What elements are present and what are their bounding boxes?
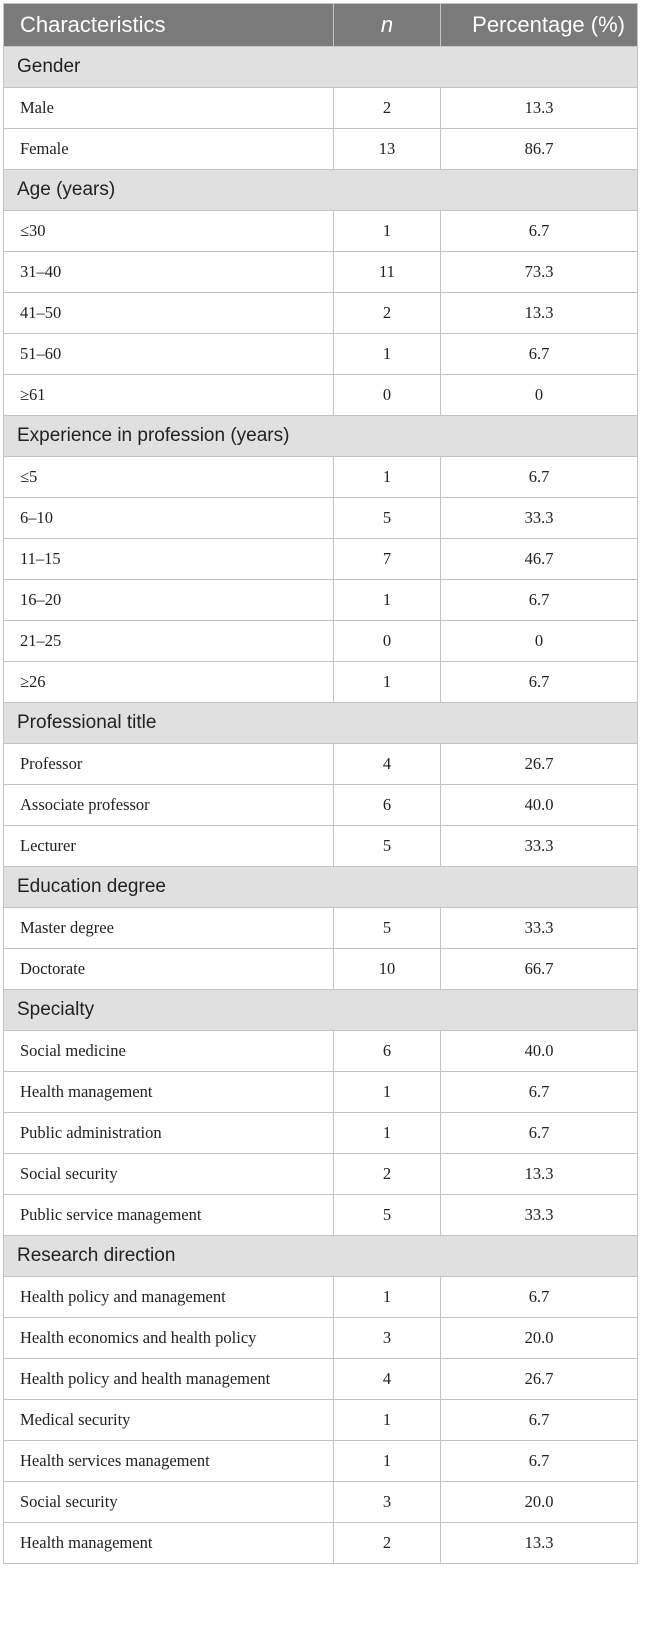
row-count: 4 — [334, 744, 441, 785]
table-row — [4, 1195, 638, 1236]
table-row — [4, 457, 638, 498]
row-label: 6–10 — [4, 498, 334, 539]
row-count: 1 — [334, 334, 441, 375]
row-count: 2 — [334, 293, 441, 334]
row-count: 0 — [334, 375, 441, 416]
table-row — [4, 539, 638, 580]
table-row — [4, 1523, 638, 1564]
row-label: Health services management — [4, 1441, 334, 1482]
row-count: 1 — [334, 1277, 441, 1318]
row-percentage: 6.7 — [441, 457, 638, 498]
row-percentage: 26.7 — [441, 1359, 638, 1400]
row-percentage: 6.7 — [441, 1400, 638, 1441]
row-percentage: 6.7 — [441, 334, 638, 375]
row-percentage: 33.3 — [441, 908, 638, 949]
row-count: 1 — [334, 1441, 441, 1482]
table-row — [4, 375, 638, 416]
table-row — [4, 1277, 638, 1318]
table-row — [4, 88, 638, 129]
row-percentage: 66.7 — [441, 949, 638, 990]
row-label: Doctorate — [4, 949, 334, 990]
table-row — [4, 826, 638, 867]
table-body — [4, 47, 638, 1564]
row-count: 1 — [334, 1400, 441, 1441]
table-row — [4, 293, 638, 334]
table-row — [4, 949, 638, 990]
table-row — [4, 498, 638, 539]
row-percentage: 40.0 — [441, 785, 638, 826]
table-row — [4, 1400, 638, 1441]
row-count: 1 — [334, 1113, 441, 1154]
row-label: 11–15 — [4, 539, 334, 580]
row-percentage: 13.3 — [441, 293, 638, 334]
row-count: 7 — [334, 539, 441, 580]
row-percentage: 6.7 — [441, 580, 638, 621]
characteristics-table — [3, 3, 638, 1564]
row-label: 51–60 — [4, 334, 334, 375]
row-label: ≥61 — [4, 375, 334, 416]
row-percentage: 33.3 — [441, 826, 638, 867]
section-title: Education degree — [4, 867, 638, 908]
row-count: 6 — [334, 785, 441, 826]
row-count: 4 — [334, 1359, 441, 1400]
row-count: 5 — [334, 826, 441, 867]
row-count: 11 — [334, 252, 441, 293]
section-header-row — [4, 867, 638, 908]
row-label: Associate professor — [4, 785, 334, 826]
section-title: Specialty — [4, 990, 638, 1031]
row-count: 3 — [334, 1482, 441, 1523]
header-row — [4, 4, 638, 47]
table-row — [4, 1031, 638, 1072]
table-row — [4, 1482, 638, 1523]
row-count: 1 — [334, 1072, 441, 1113]
row-label: Master degree — [4, 908, 334, 949]
row-label: Medical security — [4, 1400, 334, 1441]
row-label: Health management — [4, 1072, 334, 1113]
row-count: 5 — [334, 498, 441, 539]
row-percentage: 33.3 — [441, 498, 638, 539]
row-percentage: 6.7 — [441, 1277, 638, 1318]
row-label: Lecturer — [4, 826, 334, 867]
table-row — [4, 908, 638, 949]
row-count: 13 — [334, 129, 441, 170]
row-count: 3 — [334, 1318, 441, 1359]
row-label: Social security — [4, 1154, 334, 1195]
table-row — [4, 621, 638, 662]
row-count: 6 — [334, 1031, 441, 1072]
row-label: ≤30 — [4, 211, 334, 252]
row-count: 0 — [334, 621, 441, 662]
row-label: Social security — [4, 1482, 334, 1523]
row-label: 41–50 — [4, 293, 334, 334]
row-label: Health economics and health policy — [4, 1318, 334, 1359]
row-label: Health policy and management — [4, 1277, 334, 1318]
table-row — [4, 1072, 638, 1113]
row-label: 21–25 — [4, 621, 334, 662]
row-percentage: 33.3 — [441, 1195, 638, 1236]
header-characteristics: Characteristics — [4, 4, 334, 47]
row-percentage: 6.7 — [441, 1113, 638, 1154]
row-count: 1 — [334, 457, 441, 498]
row-percentage: 20.0 — [441, 1318, 638, 1359]
table-row — [4, 580, 638, 621]
row-count: 1 — [334, 580, 441, 621]
row-count: 1 — [334, 662, 441, 703]
row-percentage: 13.3 — [441, 1154, 638, 1195]
row-label: Public administration — [4, 1113, 334, 1154]
section-title: Research direction — [4, 1236, 638, 1277]
row-percentage: 73.3 — [441, 252, 638, 293]
section-header-row — [4, 416, 638, 457]
section-header-row — [4, 47, 638, 88]
row-percentage: 6.7 — [441, 662, 638, 703]
row-label: Public service management — [4, 1195, 334, 1236]
row-percentage: 46.7 — [441, 539, 638, 580]
row-label: 16–20 — [4, 580, 334, 621]
row-count: 2 — [334, 1154, 441, 1195]
row-count: 5 — [334, 908, 441, 949]
section-header-row — [4, 1236, 638, 1277]
table-row — [4, 785, 638, 826]
table-row — [4, 662, 638, 703]
row-label: Professor — [4, 744, 334, 785]
row-percentage: 6.7 — [441, 1072, 638, 1113]
table-row — [4, 334, 638, 375]
table-row — [4, 252, 638, 293]
row-percentage: 0 — [441, 621, 638, 662]
table-row — [4, 129, 638, 170]
table-row — [4, 1154, 638, 1195]
header-n: n — [334, 4, 441, 47]
row-count: 10 — [334, 949, 441, 990]
section-title: Experience in profession (years) — [4, 416, 638, 457]
row-label: Social medicine — [4, 1031, 334, 1072]
row-label: Female — [4, 129, 334, 170]
row-count: 1 — [334, 211, 441, 252]
row-percentage: 40.0 — [441, 1031, 638, 1072]
row-label: ≤5 — [4, 457, 334, 498]
table-row — [4, 1113, 638, 1154]
row-label: 31–40 — [4, 252, 334, 293]
row-percentage: 13.3 — [441, 88, 638, 129]
table-row — [4, 211, 638, 252]
section-title: Age (years) — [4, 170, 638, 211]
section-header-row — [4, 170, 638, 211]
header-percentage: Percentage (%) — [441, 4, 638, 47]
table-row — [4, 744, 638, 785]
row-percentage: 13.3 — [441, 1523, 638, 1564]
row-label: Health management — [4, 1523, 334, 1564]
table-row — [4, 1318, 638, 1359]
row-count: 2 — [334, 1523, 441, 1564]
section-header-row — [4, 703, 638, 744]
table-row — [4, 1441, 638, 1482]
row-label: Health policy and health management — [4, 1359, 334, 1400]
row-label: Male — [4, 88, 334, 129]
row-label: ≥26 — [4, 662, 334, 703]
row-percentage: 86.7 — [441, 129, 638, 170]
row-percentage: 20.0 — [441, 1482, 638, 1523]
row-percentage: 0 — [441, 375, 638, 416]
row-percentage: 26.7 — [441, 744, 638, 785]
section-header-row — [4, 990, 638, 1031]
section-title: Gender — [4, 47, 638, 88]
row-percentage: 6.7 — [441, 1441, 638, 1482]
section-title: Professional title — [4, 703, 638, 744]
row-percentage: 6.7 — [441, 211, 638, 252]
row-count: 2 — [334, 88, 441, 129]
row-count: 5 — [334, 1195, 441, 1236]
table-row — [4, 1359, 638, 1400]
